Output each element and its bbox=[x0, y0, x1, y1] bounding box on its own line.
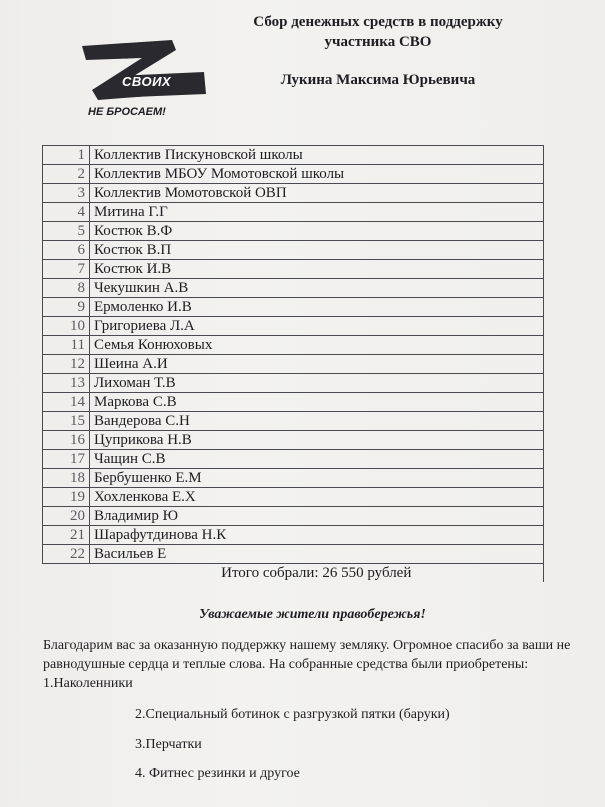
appeal-heading: Уважаемые жители правобережья! bbox=[199, 607, 426, 622]
table-row bbox=[43, 298, 544, 317]
table-row bbox=[43, 412, 544, 431]
donor-name: Хохленкова Е.Х bbox=[90, 488, 544, 507]
table-row bbox=[43, 488, 544, 507]
donor-name: Лихоман Т.В bbox=[90, 374, 544, 393]
table-row bbox=[43, 241, 544, 260]
table-row bbox=[43, 184, 544, 203]
table-row bbox=[43, 146, 544, 165]
donor-name: Бербушенко Е.М bbox=[90, 469, 544, 488]
table-row bbox=[43, 222, 544, 241]
donor-name: Костюк В.П bbox=[90, 241, 544, 260]
donor-name: Митина Г.Г bbox=[90, 203, 544, 222]
donor-name: Шеина А.И bbox=[90, 355, 544, 374]
table-row bbox=[43, 336, 544, 355]
row-number: 8 bbox=[43, 279, 90, 298]
donor-name: Семья Конюховых bbox=[90, 336, 544, 355]
row-number: 17 bbox=[43, 450, 90, 469]
row-number: 4 bbox=[43, 203, 90, 222]
table-row bbox=[43, 203, 544, 222]
table-row bbox=[43, 393, 544, 412]
donor-name: Шарафутдинова Н.К bbox=[90, 526, 544, 545]
row-number: 19 bbox=[43, 488, 90, 507]
total-text: Итого собрали: 26 550 рублей bbox=[90, 564, 544, 583]
thanks-paragraph: Благодарим вас за оказанную поддержку нашему земляку. Огромное спасибо за ваши не равнодушные сердца и теплые слова. На собранные средства были приобретены: 1.Наколенники bbox=[43, 638, 571, 691]
document-header bbox=[208, 12, 548, 90]
donor-name: Григориева Л.А bbox=[90, 317, 544, 336]
row-number: 15 bbox=[43, 412, 90, 431]
row-number: 1 bbox=[43, 146, 90, 165]
donor-name: Цуприкова Н.В bbox=[90, 431, 544, 450]
table-row bbox=[43, 469, 544, 488]
row-number: 22 bbox=[43, 545, 90, 564]
purchase-item: 2.Специальный ботинок с разгрузкой пятки (баруки) bbox=[135, 707, 450, 722]
donor-name: Ермоленко И.В bbox=[90, 298, 544, 317]
row-number: 5 bbox=[43, 222, 90, 241]
table-row bbox=[43, 545, 544, 564]
row-number: 11 bbox=[43, 336, 90, 355]
purchase-item: 4. Фитнес резинки и другое bbox=[135, 766, 300, 781]
row-number: 12 bbox=[43, 355, 90, 374]
row-number: 10 bbox=[43, 317, 90, 336]
donor-name: Вандерова С.Н bbox=[90, 412, 544, 431]
row-number: 16 bbox=[43, 431, 90, 450]
table-row bbox=[43, 374, 544, 393]
donor-name: Чекушкин А.В bbox=[90, 279, 544, 298]
row-number: 18 bbox=[43, 469, 90, 488]
row-number: 2 bbox=[43, 165, 90, 184]
header-person-name: Лукина Максима Юрьевича bbox=[280, 72, 476, 88]
donor-name: Коллектив Момотовской ОВП bbox=[90, 184, 544, 203]
table-row bbox=[43, 279, 544, 298]
donor-name: Васильев Е bbox=[90, 545, 544, 564]
row-number: 3 bbox=[43, 184, 90, 203]
row-number: 20 bbox=[43, 507, 90, 526]
table-row bbox=[43, 260, 544, 279]
logo-letter: Z bbox=[76, 36, 77, 37]
donor-name: Коллектив МБОУ Момотовской школы bbox=[90, 165, 544, 184]
row-number: 21 bbox=[43, 526, 90, 545]
donor-name: Владимир Ю bbox=[90, 507, 544, 526]
row-number: 7 bbox=[43, 260, 90, 279]
donor-name: Костюк В.Ф bbox=[90, 222, 544, 241]
z-logo bbox=[76, 36, 216, 124]
logo-text-line2: НЕ БРОСАЕМ! bbox=[88, 106, 166, 118]
total-spacer bbox=[43, 564, 90, 583]
donor-name: Коллектив Пискуновской школы bbox=[90, 146, 544, 165]
row-number: 6 bbox=[43, 241, 90, 260]
purchase-item: 3.Перчатки bbox=[135, 737, 202, 752]
header-title-line2: участника СВО bbox=[324, 34, 432, 50]
row-number: 13 bbox=[43, 374, 90, 393]
table-row bbox=[43, 450, 544, 469]
header-title-line1: Сбор денежных средств в поддержку bbox=[253, 14, 503, 30]
table-row bbox=[43, 317, 544, 336]
donor-name: Маркова С.В bbox=[90, 393, 544, 412]
row-number: 14 bbox=[43, 393, 90, 412]
table-row bbox=[43, 526, 544, 545]
table-row bbox=[43, 431, 544, 450]
row-number: 9 bbox=[43, 298, 90, 317]
donors-table bbox=[42, 145, 544, 582]
table-row bbox=[43, 165, 544, 184]
table-row bbox=[43, 355, 544, 374]
total-row bbox=[43, 564, 544, 583]
table-row bbox=[43, 507, 544, 526]
donor-name: Чащин С.В bbox=[90, 450, 544, 469]
donor-name: Костюк И.В bbox=[90, 260, 544, 279]
logo-text-line1: СВОИХ bbox=[122, 74, 172, 89]
